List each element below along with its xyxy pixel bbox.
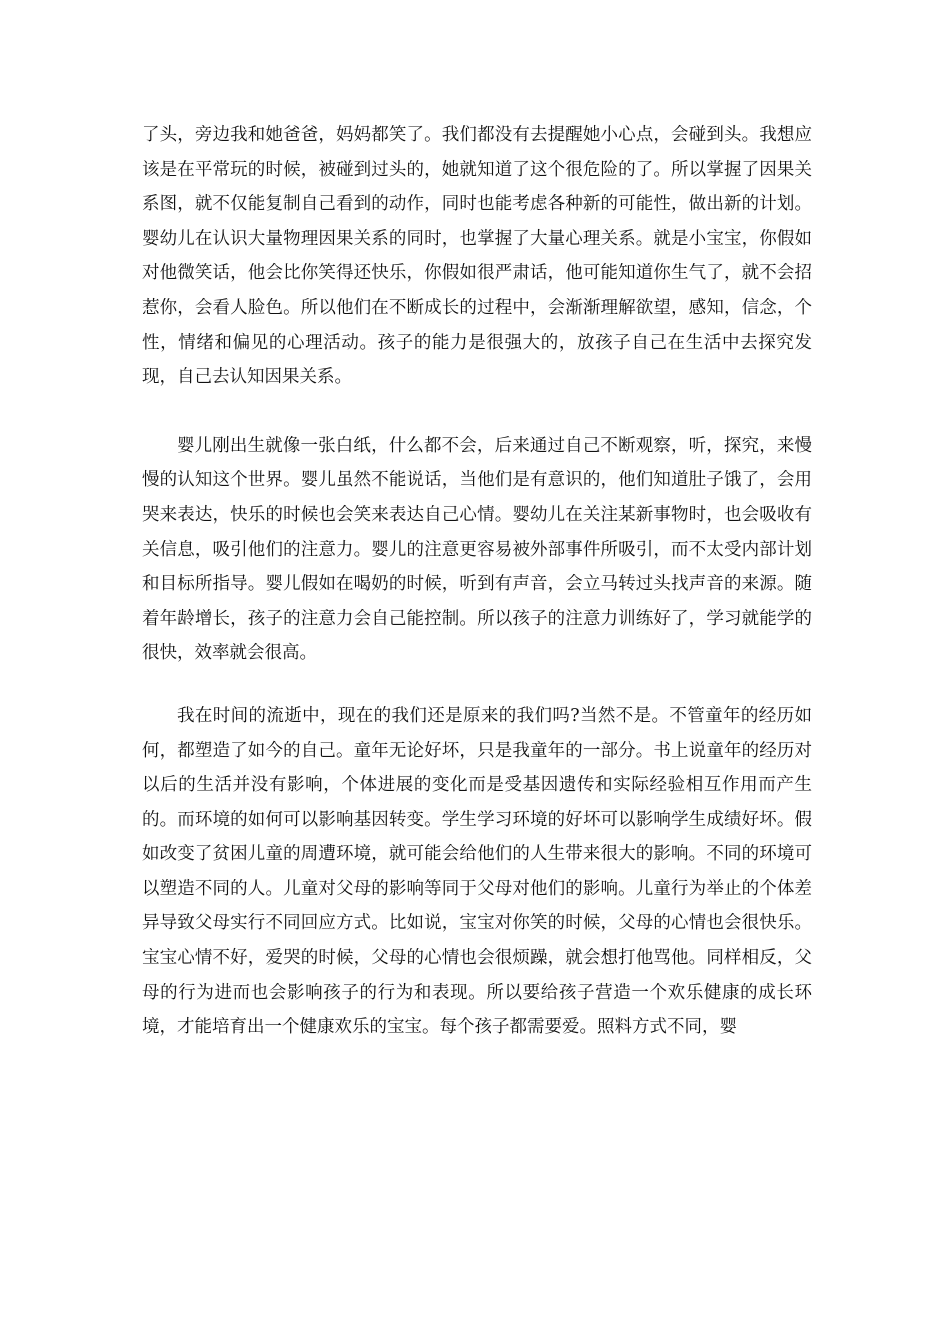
paragraph-1: 了头，旁边我和她爸爸，妈妈都笑了。我们都没有去提醒她小心点，会碰到头。我想应该是在平常玩的时候，被碰到过头的，她就知道了这个很危险的了。所以掌握了因果关系图，就不仅能复制自己看到的动作，同时也能考虑各种新的可能性，做出新的计划。婴幼儿在认识大量物理因果关系的同时，也掌握了大量心理关系。就是小宝宝，你假如对他微笑话，他会比你笑得还快乐，你假如很严肃话，他可能知道你生气了，就不会招惹你，会看人脸色。所以他们在不断成长的过程中，会渐渐理解欲望，感知，信念，个性，情绪和偏见的心理活动。孩子的能力是很强大的，放孩子自己在生活中去探究发现，自己去认知因果关系。 bbox=[142, 125, 812, 388]
document-page bbox=[142, 118, 812, 1045]
paragraph-3: 我在时间的流逝中，现在的我们还是原来的我们吗?当然不是。不管童年的经历如何，都塑造了如今的自己。童年无论好坏，只是我童年的一部分。书上说童年的经历对以后的生活并没有影响，个体进展的变化而是受基因遗传和实际经验相互作用而产生的。而环境的如何可以影响基因转变。学生学习环境的好坏可以影响学生成绩好坏。假如改变了贫困儿童的周遭环境，就可能会给他们的人生带来很大的影响。不同的环境可以塑造不同的人。儿童对父母的影响等同于父母对他们的影响。儿童行为举止的个体差异导致父母实行不同回应方式。比如说，宝宝对你笑的时候，父母的心情也会很快乐。宝宝心情不好，爱哭的时候，父母的心情也会很烦躁，就会想打他骂他。同样相反，父母的行为进而也会影响孩子的行为和表现。所以要给孩子营造一个欢乐健康的成长环境，才能培育出一个健康欢乐的宝宝。每个孩子都需要爱。照料方式不同，婴 bbox=[142, 705, 812, 1038]
paragraph-2: 婴儿刚出生就像一张白纸，什么都不会，后来通过自己不断观察，听，探究，来慢慢的认知这个世界。婴儿虽然不能说话，当他们是有意识的，他们知道肚子饿了，会用哭来表达，快乐的时候也会笑来表达自己心情。婴幼儿在关注某新事物时，也会吸收有关信息，吸引他们的注意力。婴儿的注意更容易被外部事件所吸引，而不太受内部计划和目标所指导。婴儿假如在喝奶的时候，听到有声音，会立马转过头找声音的来源。随着年龄增长，孩子的注意力会自己能控制。所以孩子的注意力训练好了，学习就能学的很快，效率就会很高。 bbox=[142, 435, 812, 664]
